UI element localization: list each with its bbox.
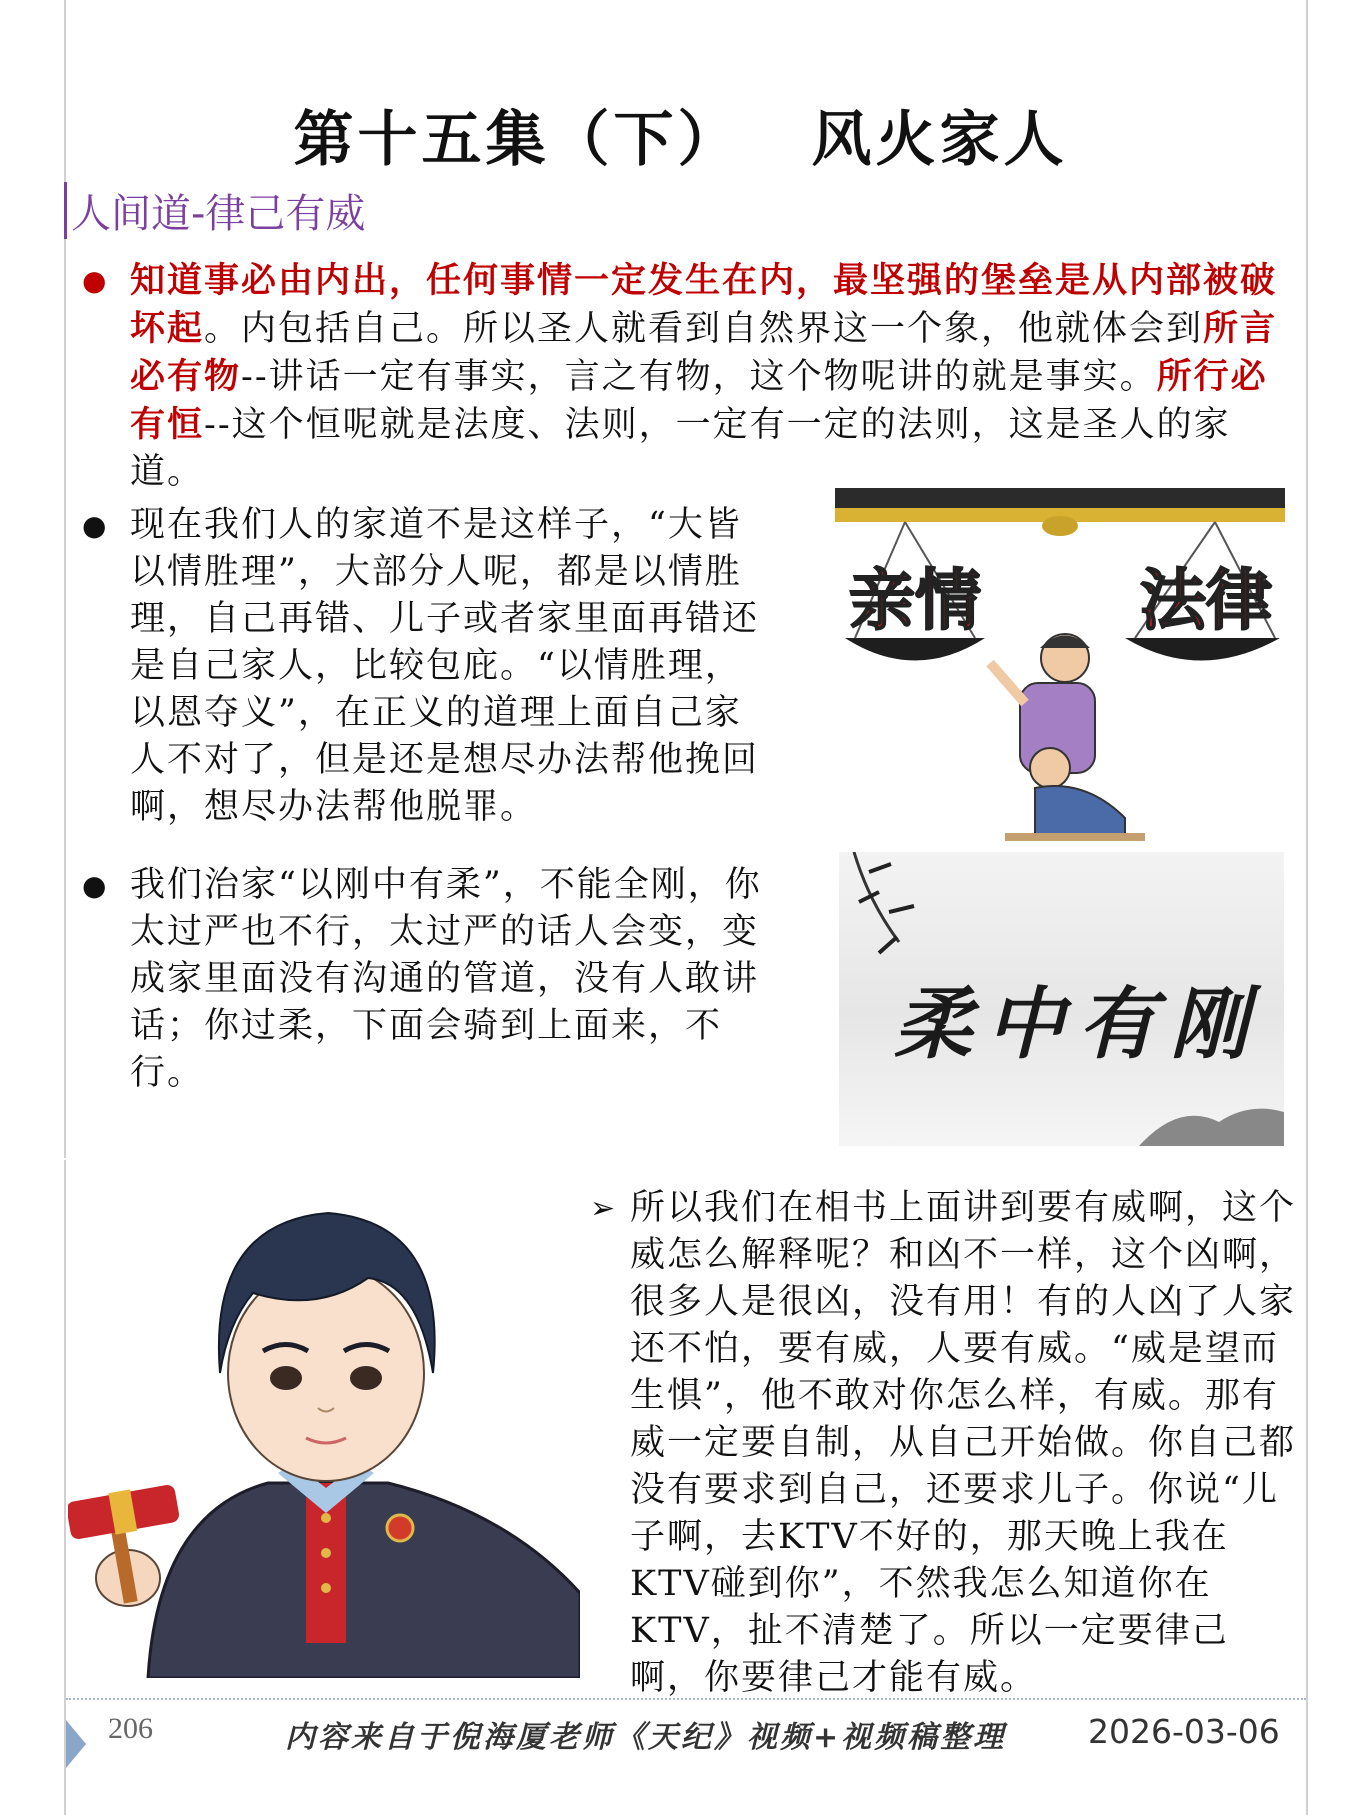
emphasis-text: 所言必有物 [130,308,1278,397]
page-border-right [1306,0,1308,1815]
page-marker-icon [66,1720,86,1768]
paragraph-3 [82,862,780,1097]
body-text: --这个恒呢就是法度、法则，一定有一定的法则，这是圣人的家道。 [130,405,1231,492]
scales-right-label: 法律 [1140,562,1272,639]
paragraph-4 [590,1185,1300,1702]
bullet-icon: ● [82,869,109,902]
body-text: 。内包括自己。所以圣人就看到自然界这一个象，他就体会到 [204,309,1204,349]
body-text: 我们治家“以刚中有柔”，不能全刚，你太过严也不行，太过严的话人会变，变成家里面没有沟通的管道，没有人敢讲话；你过柔，下面会骑到上面来，不行。 [130,865,762,1093]
scales-left-label: 亲情 [849,562,981,639]
scales-illustration [835,488,1285,853]
bullet-icon: ● [82,264,109,297]
paragraph-1 [82,257,1290,496]
arrow-bullet-icon: ➢ [590,1191,618,1226]
footer-divider [66,1698,1306,1700]
paragraph-2 [82,502,770,831]
body-text: --讲话一定有事实，言之有物，这个物呢讲的就是事实。 [241,357,1157,397]
emphasis-text: 所行必有恒 [130,356,1268,445]
bullet-icon: ● [82,509,109,542]
body-text: 所以我们在相书上面讲到要有威啊，这个威怎么解释呢？和凶不一样，这个凶啊，很多人是很凶，没有用！有的人凶了人家还不怕，要有威，人要有威。“威是望而生惧”，他不敢对你怎么样，有威。那有威一定要自制，从自己开始做。你自己都没有要求到自己，还要求儿子。你说“儿子啊，去KTV不好的，那天晚上我在KTV碰到你”，不然我怎么知道你在KTV，扯不清楚了。所以一定要律己啊，你要律己才能有威。 [630,1188,1297,1698]
source-credit: 内容来自于倪海厦老师《天纪》视频+视频稿整理 [285,1720,1007,1755]
page-title [0,92,1361,178]
title-part1: 第十五集（下） [293,105,742,175]
page-number: 206 [108,1712,153,1745]
section-subtitle: 人间道-律己有威 [64,182,365,239]
title-part2: 风火家人 [811,105,1068,175]
scales-icon [835,488,1285,853]
calligraphy-image [839,852,1284,1146]
emphasis-text: 知道事必由内出，任何事情一定发生在内，最坚强的堡垒是从内部被破坏起 [130,260,1278,349]
judge-icon [68,1183,580,1678]
page-border-left-lower [64,1160,66,1815]
footer-date: 2026-03-06 [1088,1712,1280,1751]
calligraphy-text: 柔中有刚 [894,979,1263,1070]
judge-illustration [68,1183,580,1678]
body-text: 现在我们人的家道不是这样子，“大皆以情胜理”，大部分人呢，都是以情胜理，自己再错、儿子或者家里面再错还是自己家人，比较包庇。“以情胜理，以恩夺义”，在正义的道理上面自己家人不对了，但是还是想尽办法帮他挽回啊，想尽办法帮他脱罪。 [130,505,760,827]
